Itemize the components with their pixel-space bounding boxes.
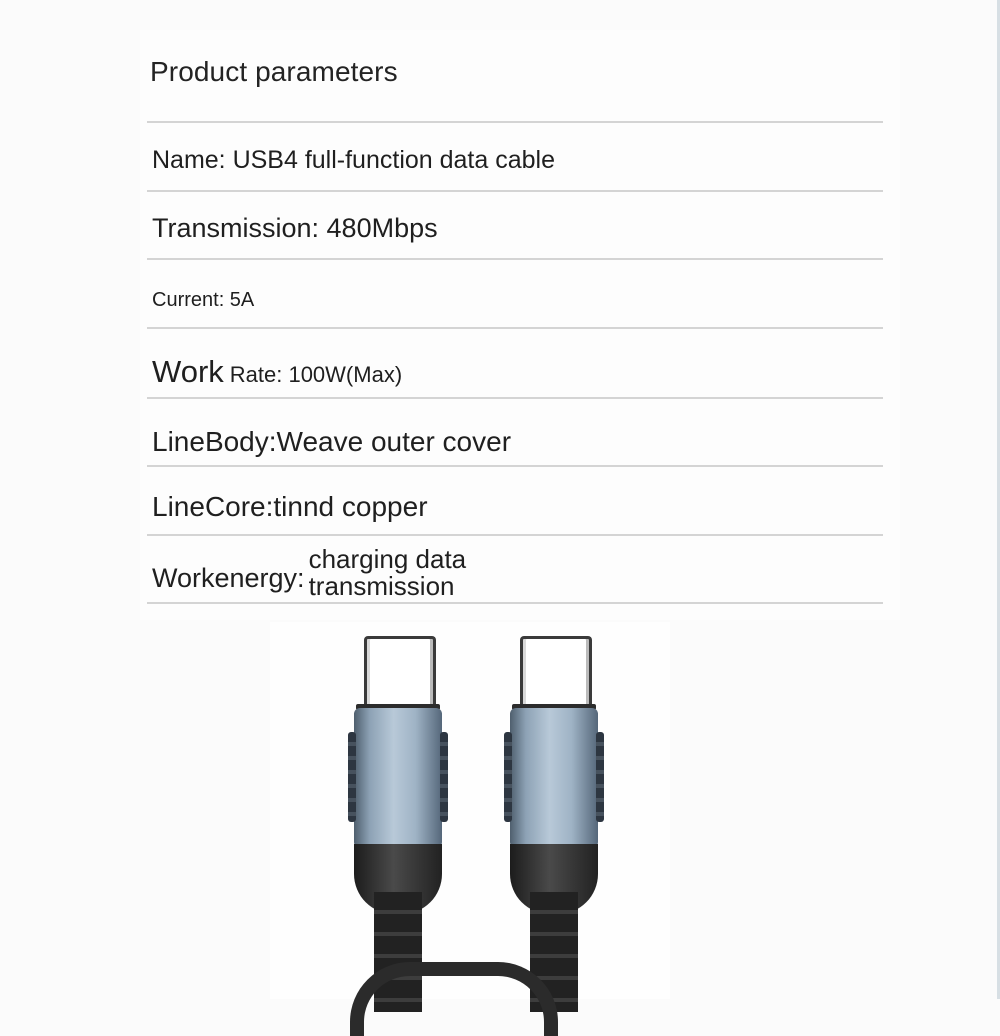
cable-product-image (270, 622, 670, 999)
parameters-panel (140, 30, 900, 620)
grip-ridges (504, 732, 512, 822)
divider (147, 121, 883, 123)
work-prefix: Work (152, 354, 224, 389)
divider (147, 327, 883, 329)
work-rate-value: Rate: 100W(Max) (229, 362, 403, 387)
work-energy-line1: charging data (308, 544, 467, 574)
param-line-core: LineCore:tinnd copper (152, 491, 428, 522)
divider (147, 534, 883, 536)
param-current: Current: 5A (152, 289, 255, 311)
param-work-rate (152, 354, 402, 390)
param-transmission: Transmission: 480Mbps (152, 213, 438, 243)
work-energy-label: Workenergy: (152, 562, 305, 593)
work-energy-line2: transmission (308, 571, 455, 601)
section-title: Product parameters (150, 56, 398, 87)
grip-ridges (440, 732, 448, 822)
param-line-body: LineBody:Weave outer cover (152, 426, 512, 457)
grip-ridges (596, 732, 604, 822)
divider (147, 190, 883, 192)
braided-cable-loop (350, 962, 558, 1036)
divider (147, 397, 883, 399)
usb-c-tip-icon (520, 636, 592, 707)
divider (147, 602, 883, 604)
work-energy-value (309, 546, 467, 600)
divider (147, 465, 883, 467)
metal-shell (354, 708, 442, 848)
grip-ridges (348, 732, 356, 822)
usb-c-tip-icon (364, 636, 436, 707)
divider (147, 258, 883, 260)
param-work-energy (152, 546, 466, 600)
param-name: Name: USB4 full-function data cable (152, 146, 555, 174)
metal-shell (510, 708, 598, 848)
